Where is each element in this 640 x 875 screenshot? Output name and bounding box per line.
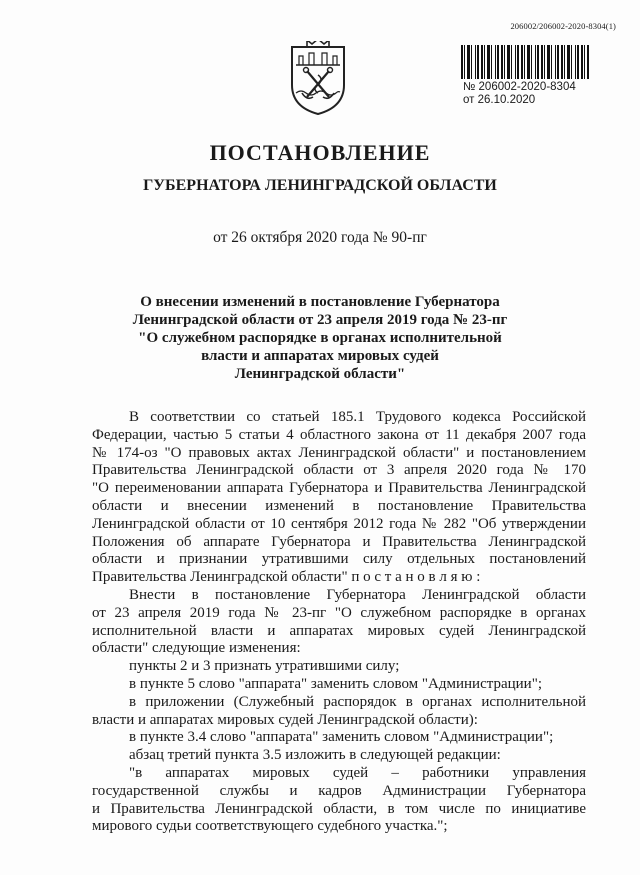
body-line: мирового судьи соответствующего судебного участка.";	[92, 818, 448, 835]
body-line: государственной службы и кадров Администрации Губернатора	[92, 782, 586, 799]
body-line: Положения об аппарате Губернатора и Правительства Ленинградской	[92, 533, 586, 550]
coat-of-arms-icon	[287, 41, 349, 117]
body-line: власти и аппаратах мировых судей Ленинградской области):	[92, 711, 478, 728]
heading-line: власти и аппаратах мировых судей	[201, 348, 439, 364]
body-line: в пункте 3.4 слово "аппарата" заменить словом "Администрации";	[129, 729, 554, 746]
body-line: от 23 апреля 2019 года № 23-пг "О служебном распорядке в органах	[92, 604, 586, 621]
body-line: "в аппаратах мировых судей – работники управления	[129, 764, 586, 781]
body-line: "О переименовании аппарата Губернатора и Правительства Ленинградской	[92, 480, 586, 497]
body-line: Внести в постановление Губернатора Ленинградской области	[129, 586, 586, 603]
heading-line: Ленинградской области"	[234, 366, 406, 382]
body-line: в приложении (Служебный распорядок в органах исполнительной	[129, 693, 586, 710]
heading-line: "О служебном распорядке в органах исполнительной	[138, 330, 502, 346]
body-line: Правительства Ленинградской области" п о с т а н о в л я ю :	[92, 569, 481, 586]
registration-number: № 206002-2020-8304	[463, 81, 576, 93]
body-line: Правительства Ленинградской области от 3 апреля 2020 года № 170	[92, 462, 586, 479]
registration-block	[463, 81, 576, 107]
document-heading	[100, 293, 540, 383]
body-line: № 174-оз "О правовых актах Ленинградской области" и постановлением	[92, 444, 586, 461]
document-date-number: от 26 октября 2020 года № 90-пг	[213, 229, 427, 246]
heading-line: Ленинградской области от 23 апреля 2019 года № 23-пг	[132, 312, 508, 328]
body-line: Ленинградской области от 10 сентября 2012 года № 282 "Об утверждении	[92, 515, 586, 532]
body-line: в пункте 5 слово "аппарата" заменить словом "Администрации";	[129, 675, 542, 692]
body-line: абзац третий пункта 3.5 изложить в следующей редакции:	[129, 747, 501, 764]
body-line: области" следующие изменения:	[92, 640, 301, 657]
barcode	[461, 45, 589, 79]
document-reference: 206002/206002-2020-8304(1)	[510, 21, 616, 31]
document-body	[92, 409, 586, 836]
body-line: пункты 2 и 3 признать утратившими силу;	[129, 658, 400, 675]
body-line: и Правительства Ленинградской области, в том числе по инициативе	[92, 800, 586, 817]
body-line: области и признании утратившими силу отдельных постановлений	[92, 551, 586, 568]
registration-date: от 26.10.2020	[463, 94, 536, 106]
body-line: Федерации, частью 5 статьи 4 областного закона от 11 декабря 2007 года	[92, 426, 586, 443]
document-title: ПОСТАНОВЛЕНИЕ	[209, 140, 431, 165]
body-line: области и внесении изменений в постановление Правительства	[92, 497, 586, 514]
body-line: В соответствии со статьей 185.1 Трудового кодекса Российской	[129, 409, 586, 425]
body-line: исполнительной власти и аппаратах мировых судей Ленинградской	[92, 622, 586, 639]
heading-line: О внесении изменений в постановление Губернатора	[140, 294, 500, 310]
document-issuer: ГУБЕРНАТОРА ЛЕНИНГРАДСКОЙ ОБЛАСТИ	[143, 177, 497, 194]
